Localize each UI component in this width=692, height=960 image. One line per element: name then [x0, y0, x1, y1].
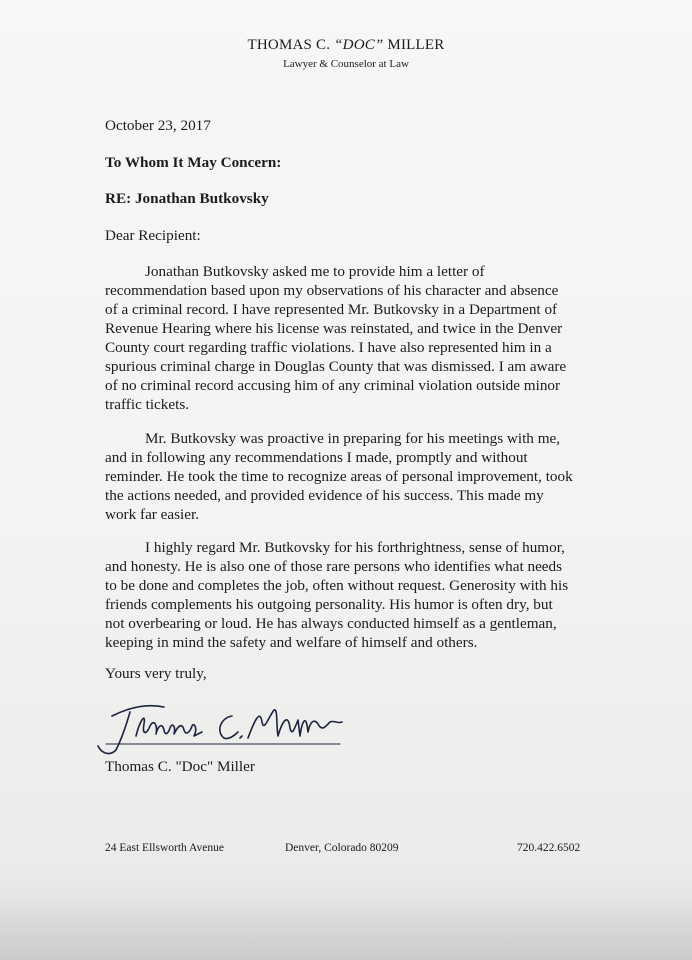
paragraph-3 — [105, 538, 611, 652]
paragraph-line: reminder. He took the time to recognize areas of personal improvement, took — [105, 468, 573, 485]
paragraph-line: keeping in mind the safety and welfare of himself and others. — [105, 634, 478, 651]
re-line: RE: Jonathan Butkovsky — [105, 190, 269, 207]
footer-city: Denver, Colorado 80209 — [285, 842, 399, 854]
paragraph-line: County court regarding traffic violations. I have also represented him in a — [105, 339, 552, 356]
page-shadow — [0, 895, 692, 960]
paragraph-line: and honesty. He is also one of those rare persons who identifies what needs — [105, 558, 563, 575]
footer-phone: 720.422.6502 — [517, 842, 581, 854]
letterhead-name — [0, 37, 692, 54]
letterhead-name-prefix: THOMAS C. — [247, 37, 335, 53]
handwritten-signature — [92, 692, 352, 758]
signer-name: Thomas C. "Doc" Miller — [105, 758, 255, 775]
salutation-heading: To Whom It May Concern: — [105, 154, 282, 171]
paragraph-line: of no criminal record accusing him of any criminal violation outside minor — [105, 377, 561, 394]
greeting: Dear Recipient: — [105, 227, 201, 244]
paragraph-line: not overbearing or loud. He has always conducted himself as a gentleman, — [105, 615, 557, 632]
closing: Yours very truly, — [105, 665, 207, 682]
paragraph-line: Mr. Butkovsky was proactive in preparing for his meetings with me, — [145, 430, 561, 447]
letterhead-nickname: “DOC” — [334, 37, 384, 53]
letterhead-subtitle: Lawyer & Counselor at Law — [283, 58, 409, 70]
paragraph-line: spurious criminal charge in Douglas County that was dismissed. I am aware — [105, 358, 567, 375]
paragraph-line: work far easier. — [105, 506, 200, 523]
footer-address: 24 East Ellsworth Avenue — [105, 842, 224, 854]
letterhead-name-suffix: MILLER — [383, 37, 445, 53]
paragraph-2 — [105, 429, 611, 524]
paragraph-line: I highly regard Mr. Butkovsky for his forthrightness, sense of humor, — [145, 539, 565, 556]
paragraph-line: the actions needed, and provided evidence of his success. This made my — [105, 487, 544, 504]
paragraph-line: and in following any recommendations I made, promptly and without — [105, 449, 528, 466]
paragraph-line: traffic tickets. — [105, 396, 190, 413]
paragraph-line: Jonathan Butkovsky asked me to provide him a letter of — [145, 263, 485, 280]
paragraph-line: recommendation based upon my observations of his character and absence — [105, 282, 559, 299]
paragraph-line: to be done and completes the job, often without request. Generosity with his — [105, 577, 569, 594]
paragraph-line: of a criminal record. I have represented Mr. Butkovsky in a Department of — [105, 301, 558, 318]
paragraph-1 — [105, 262, 611, 414]
paragraph-line: friends complements his outgoing personality. His humor is often dry, but — [105, 596, 553, 613]
paragraph-line: Revenue Hearing where his license was reinstated, and twice in the Denver — [105, 320, 563, 337]
letter-date: October 23, 2017 — [105, 117, 211, 134]
